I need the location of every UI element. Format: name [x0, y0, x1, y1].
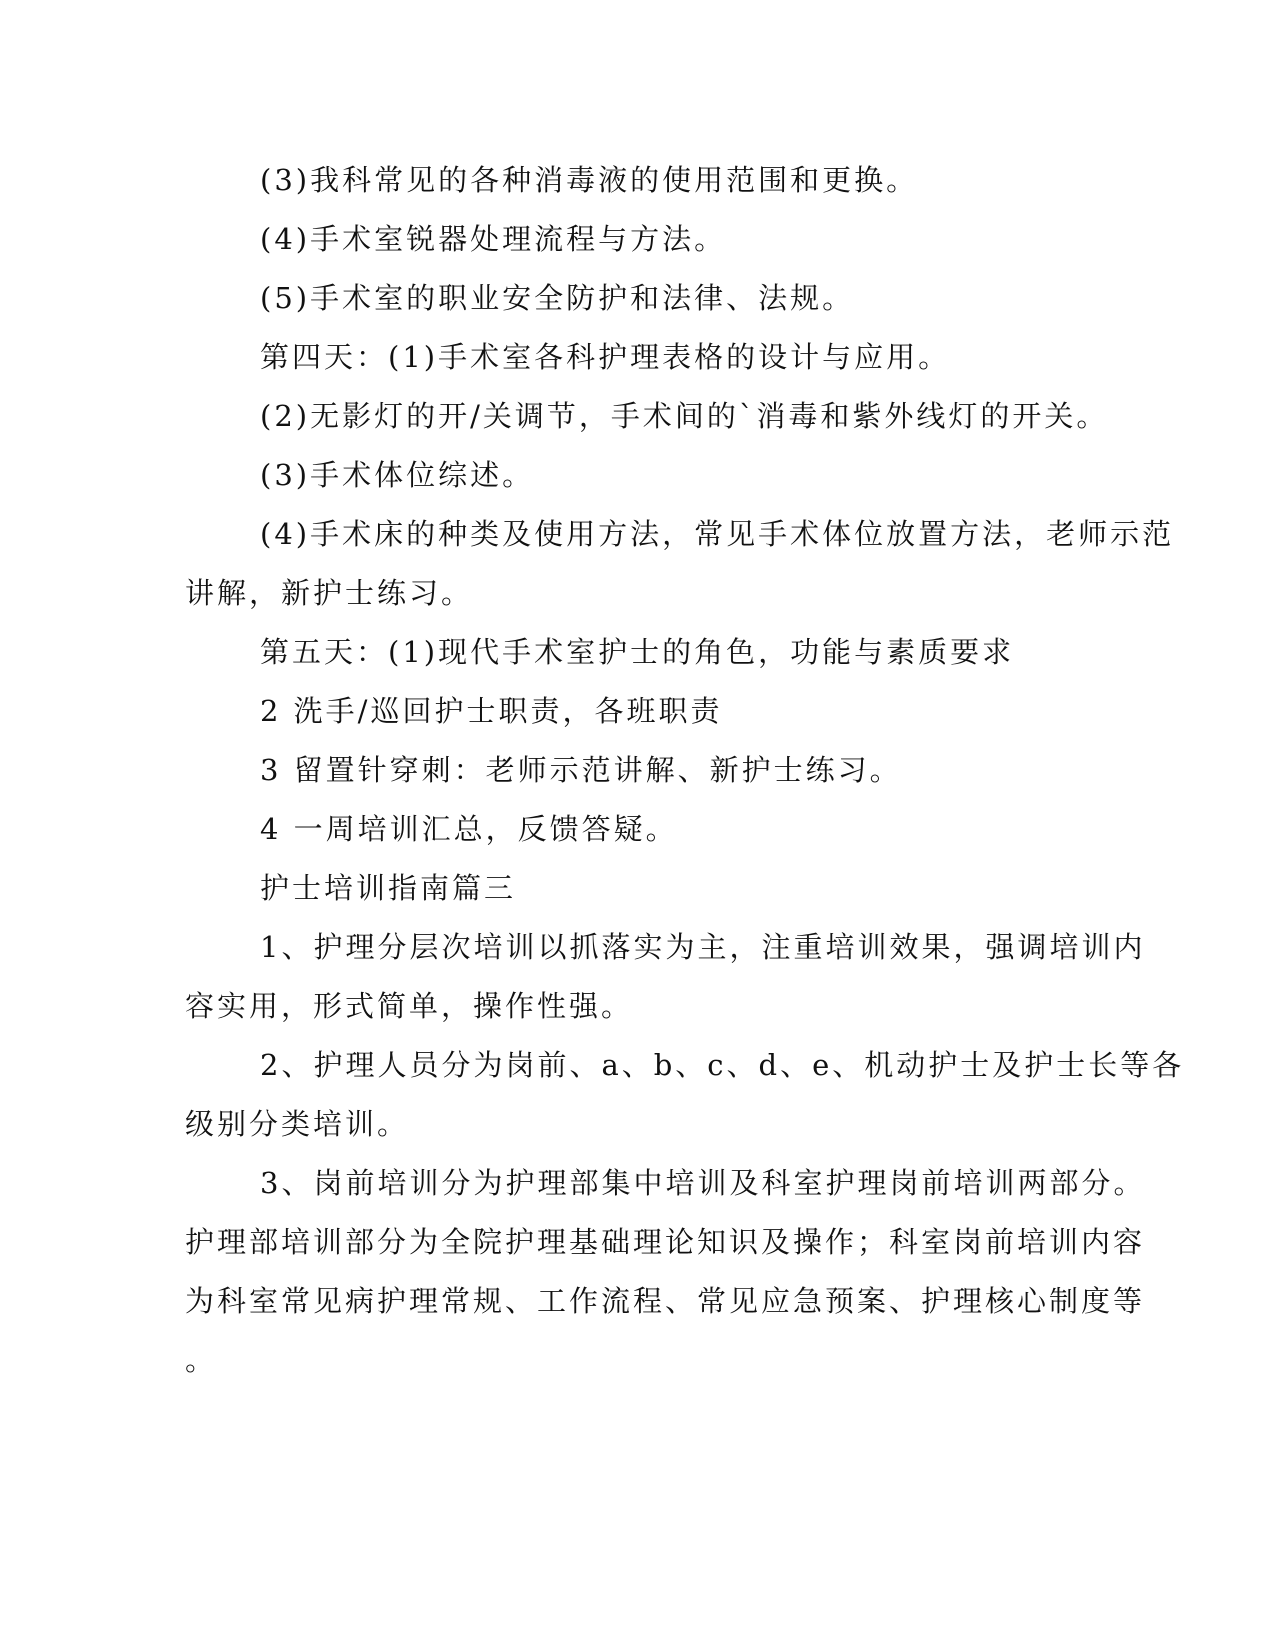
section-heading: 护士培训指南篇三: [260, 871, 517, 905]
paragraph-line: (4)手术室锐器处理流程与方法。: [260, 222, 727, 256]
paragraph-line: 讲解，新护士练习。: [185, 576, 474, 610]
paragraph-line: 3 留置针穿刺：老师示范讲解、新护士练习。: [260, 753, 902, 787]
paragraph-line: (3)手术体位综述。: [260, 458, 535, 492]
paragraph-line: 第五天：(1)现代手术室护士的角色，功能与素质要求: [260, 635, 1015, 669]
paragraph-line: (3)我科常见的各种消毒液的使用范围和更换。: [260, 163, 919, 197]
paragraph-line: (4)手术床的种类及使用方法，常见手术体位放置方法，老师示范: [260, 517, 1175, 551]
paragraph-line: (2)无影灯的开/关调节，手术间的`消毒和紫外线灯的开关。: [260, 399, 1109, 433]
paragraph-line: 第四天：(1)手术室各科护理表格的设计与应用。: [260, 340, 951, 374]
paragraph-line: 2 洗手/巡回护士职责，各班职责: [260, 694, 723, 728]
paragraph-line: 为科室常见病护理常规、工作流程、常见应急预案、护理核心制度等: [185, 1284, 1146, 1318]
paragraph-line: 1、护理分层次培训以抓落实为主，注重培训效果，强调培训内: [260, 930, 1146, 964]
paragraph-line: 3、岗前培训分为护理部集中培训及科室护理岗前培训两部分。: [260, 1166, 1146, 1200]
paragraph-line: 级别分类培训。: [185, 1107, 410, 1141]
paragraph-line: 。: [185, 1343, 218, 1377]
paragraph-line: 容实用，形式简单，操作性强。: [185, 989, 634, 1023]
paragraph-line: 2、护理人员分为岗前、a、b、c、d、e、机动护士及护士长等各: [260, 1048, 1185, 1082]
paragraph-line: 4 一周培训汇总，反馈答疑。: [260, 812, 678, 846]
paragraph-line: (5)手术室的职业安全防护和法律、法规。: [260, 281, 855, 315]
paragraph-line: 护理部培训部分为全院护理基础理论知识及操作；科室岗前培训内容: [185, 1225, 1146, 1259]
